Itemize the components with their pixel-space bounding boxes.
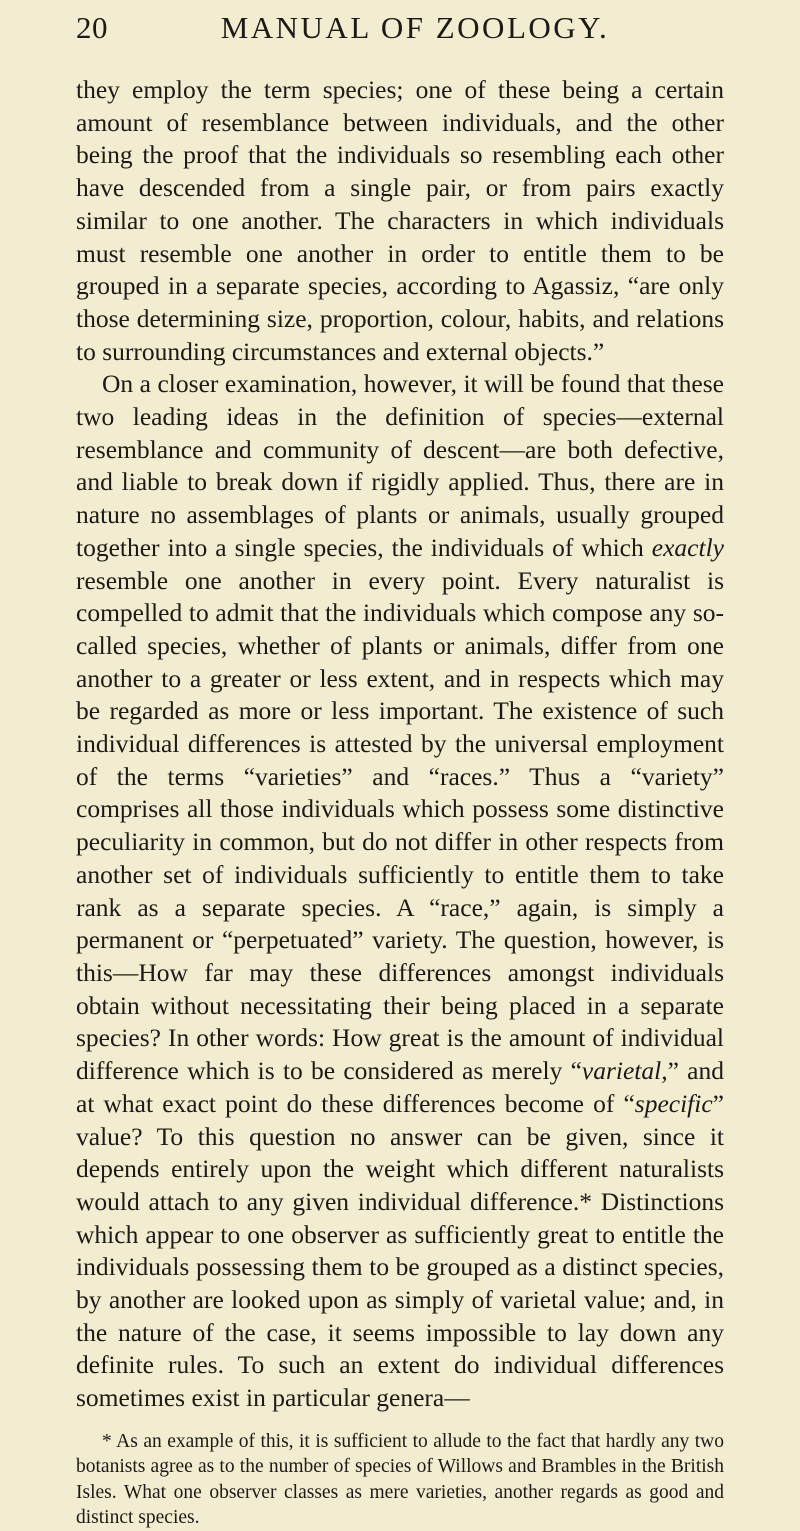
paragraph-2-part-b: resemble one another in every point. Every naturalist is compelled to admit that the individuals which compose any so-called species, whether of plants or animals, differ from one another to a greater or less extent, and in respects which may be regarded as more or less important. The existence of such individual differences is attested by the universal employment of the terms “varieties” and “races.” Thus a “variety” comprises all those individuals which possess some distinctive peculiarity in common, but do not differ in other respects from another set of individuals sufficiently to entitle them to take rank as a separate species. A “race,” again, is simply a permanent or “perpetuated” variety. The question, however, is this—How far may these differences amongst individuals obtain without necessitating their being placed in a separate species? In other words: How great is the amount of individual difference which is to be considered as merely “: [76, 565, 724, 1086]
paragraph-2-part-c: ” and at what exact point do these differences become of “: [76, 1056, 724, 1118]
footnote: * As an example of this, it is sufficient to allude to the fact that hardly any two botanists agree as to the number of species of Willows and Brambles in the British Isles. What one observer classes as mere varieties, another regards as good and distinct species.: [76, 1430, 724, 1529]
running-title: MANUAL OF ZOOLOGY.: [220, 10, 610, 45]
paragraph-1: they employ the term species; one of these being a certain amount of resemblance between individuals, and the other being the proof that the individuals so resembling each other have descended from a single pair, or from pairs exactly similar to one another. The characters in which individuals must resemble one another in order to entitle them to be grouped in a separate species, according to Agassiz, “are only those determining size, proportion, colour, habits, and relations to surrounding circumstances and external objects.”: [76, 75, 724, 366]
paragraph-2: [76, 368, 724, 1415]
paragraph-2-part-a: On a closer examination, however, it will be found that these two leading ideas in the definition of species—external resemblance and community of descent—are both defective, and liable to break down if rigidly applied. Thus, there are in nature no assemblages of plants or animals, usually grouped together into a single species, the individuals of which: [76, 369, 724, 562]
page-number: 20: [76, 10, 108, 45]
main-text: [76, 74, 724, 1415]
paragraph-2-part-d: ” value? To this question no answer can be given, since it depends entirely upon the weight which different naturalists would attach to any given individual difference.* Distinctions which appear to one observer as sufficiently great to entitle the individuals possessing them to be grouped as a distinct species, by another are looked upon as simply of varietal value; and, in the nature of the case, it seems impossible to lay down any definite rules. To such an extent do individual differences sometimes exist in particular genera—: [76, 1088, 724, 1413]
running-header: [76, 0, 724, 74]
emphasis-specific: specific: [634, 1088, 713, 1118]
emphasis-exactly: exactly: [651, 532, 724, 562]
emphasis-varietal: varietal,: [581, 1056, 668, 1086]
